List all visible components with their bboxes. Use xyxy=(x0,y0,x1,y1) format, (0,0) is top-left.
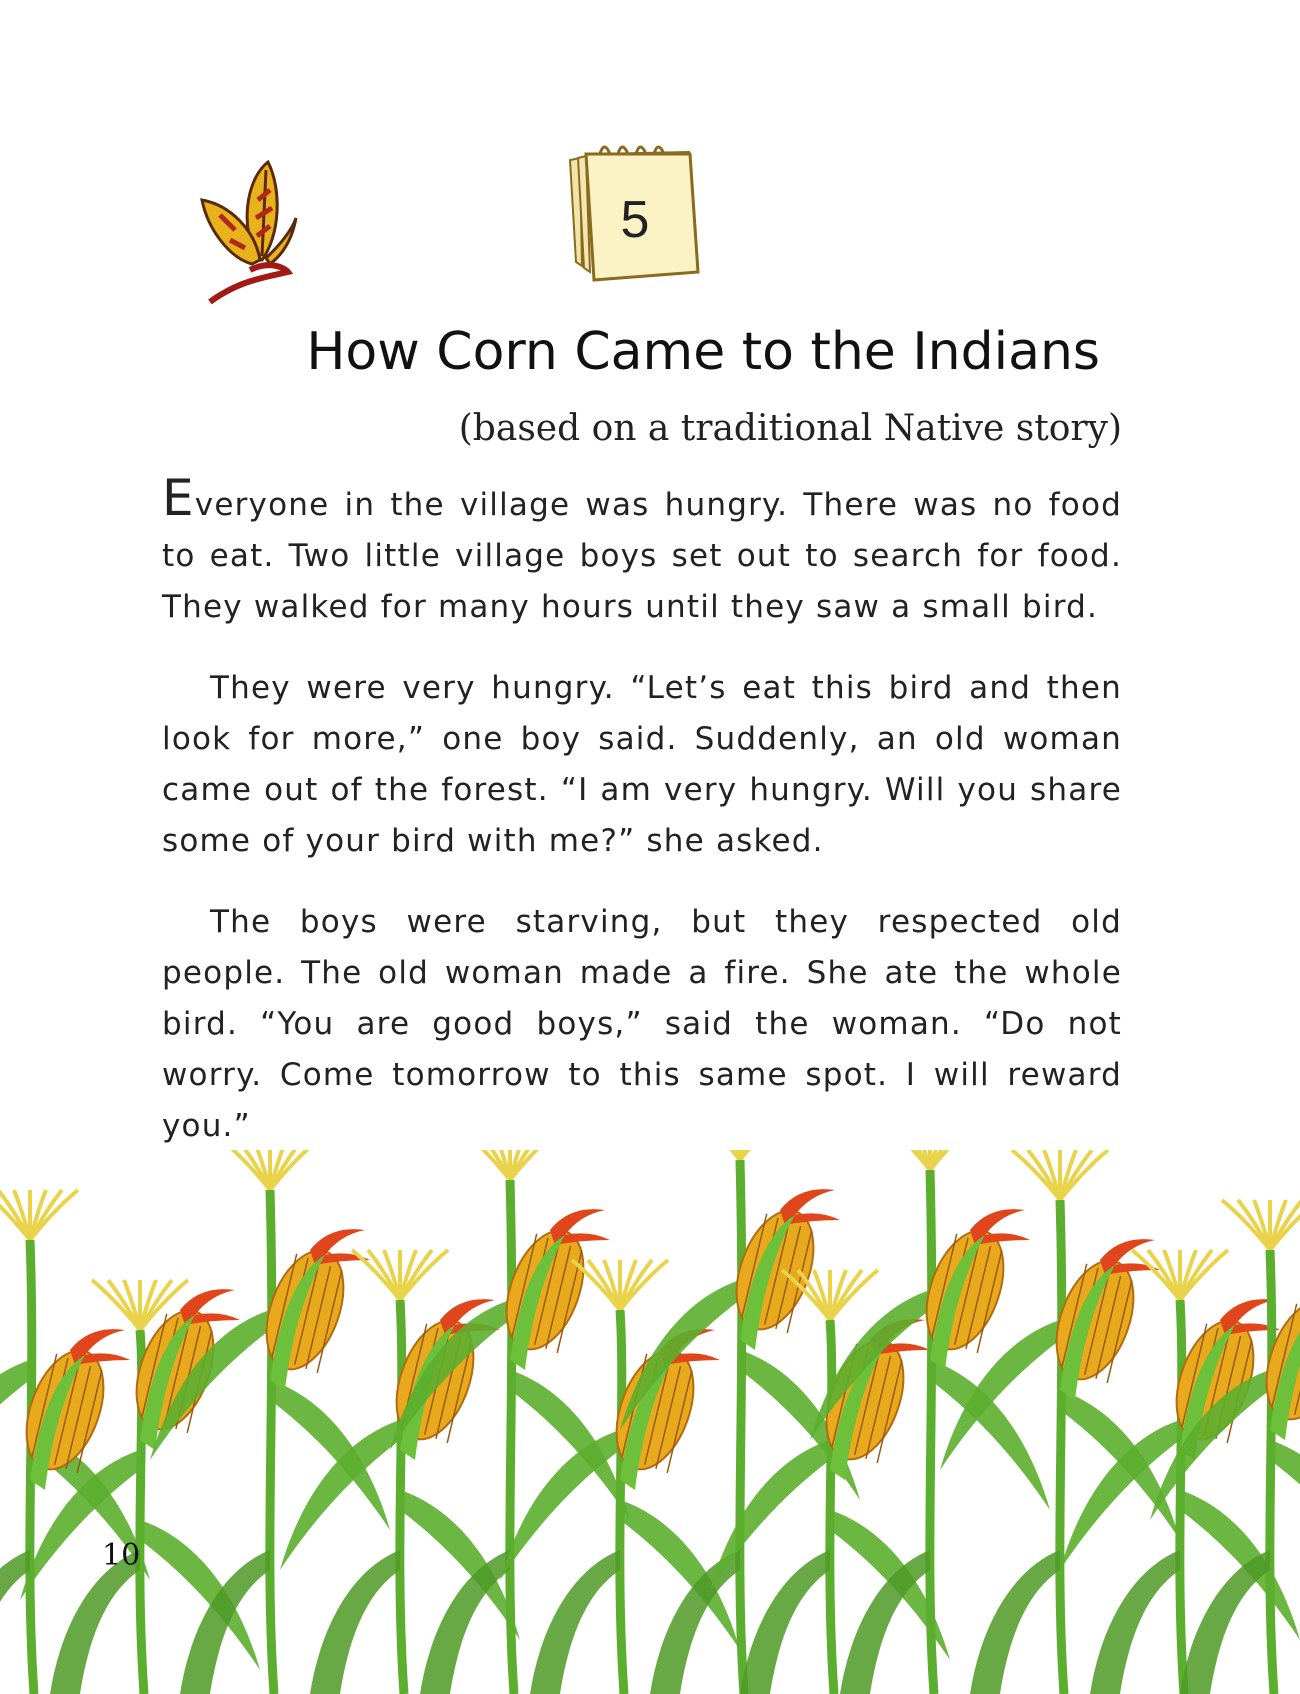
story-text xyxy=(162,469,1122,1182)
paragraph-2: They were very hungry. “Let’s eat this bird and then look for more,” one boy said. Suddenly, an old woman came out of the forest. “I am very hungry. Will you share some of your bird with me?” she asked. xyxy=(162,670,1122,859)
paragraph-1 xyxy=(162,469,1122,633)
story-title: How Corn Came to the Indians xyxy=(306,322,1100,382)
paragraph-3: The boys were starving, but they respected old people. The old woman made a fire. She ate the whole bird. “You are good boys,” said the woman. “Do not worry. Come tomorrow to this same spot. I will reward you.” xyxy=(162,904,1122,1144)
calendar-icon xyxy=(560,132,710,282)
paragraph-1-text: veryone in the village was hungry. There was no food to eat. Two little village boys set out to search for food. They walked for many hours until they saw a small bird. xyxy=(162,487,1122,625)
page-number: 10 xyxy=(102,1538,141,1573)
story-subtitle: (based on a traditional Native story) xyxy=(458,408,1122,449)
drop-cap: E xyxy=(162,469,195,527)
chapter-number: 5 xyxy=(620,191,650,249)
feather-icon xyxy=(200,160,310,305)
corn-field-illustration xyxy=(0,1150,1300,1694)
